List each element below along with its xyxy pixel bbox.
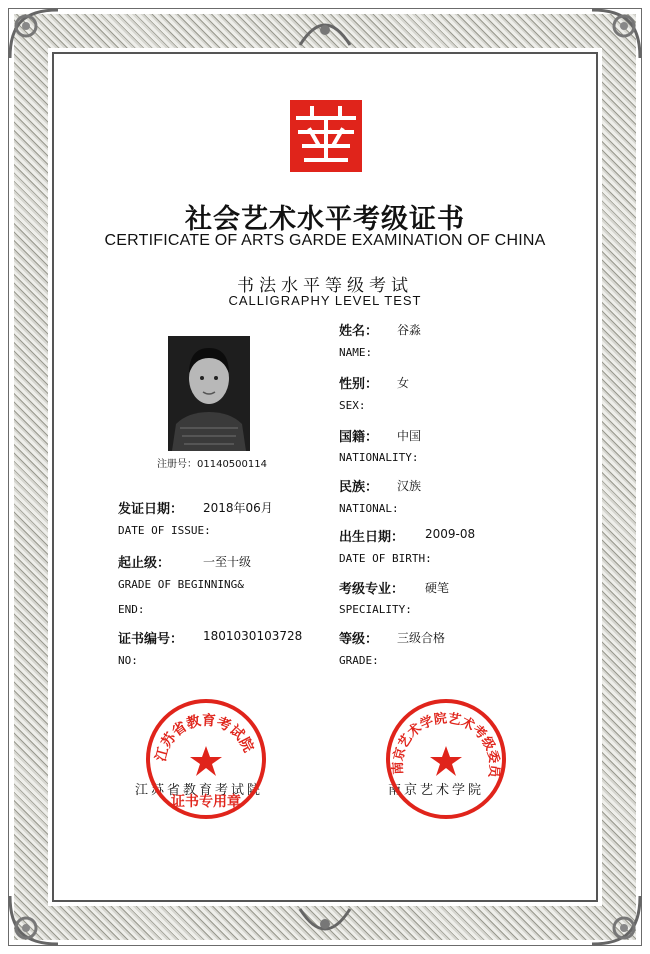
grade-range-label-en: GRADE OF BEGINNING& — [118, 578, 244, 591]
left-official-seal — [143, 696, 269, 822]
grade-label-cn: 等级： — [339, 632, 379, 647]
national-label-en: NATIONAL: — [339, 502, 399, 515]
national-label-cn: 民族： — [339, 480, 379, 495]
exam-subtitle-cn: 书法水平等级考试 — [237, 276, 413, 296]
certificate-inner-panel — [52, 52, 598, 902]
red-logo-seal — [290, 100, 362, 172]
sex-value: 女 — [397, 376, 410, 390]
national-value: 汉族 — [397, 479, 422, 493]
speciality-label-cn: 考级专业： — [339, 582, 405, 597]
grade-value: 三级合格 — [397, 631, 446, 645]
birth-date-label-cn: 出生日期： — [339, 530, 405, 545]
exam-subtitle-en: CALLIGRAPHY LEVEL TEST — [228, 293, 422, 308]
top-ornament — [295, 10, 355, 50]
svg-text:南京艺术学院艺术考级委员会: 南京艺术学院艺术考级委员 — [390, 711, 502, 779]
certificate-title-cn: 社会艺术水平考级证书 — [185, 204, 465, 235]
issue-date-label-cn: 发证日期： — [118, 502, 184, 517]
portrait-photo — [168, 336, 250, 451]
cert-no-label-en: NO: — [118, 654, 138, 667]
bottom-ornament — [295, 904, 355, 944]
issue-date-label-en: DATE OF ISSUE: — [118, 524, 211, 537]
grade-range-label-en-end: END: — [118, 603, 145, 616]
sex-label-cn: 性别： — [339, 377, 379, 392]
nationality-value: 中国 — [397, 429, 422, 443]
grade-range-label-cn: 起止级： — [118, 556, 171, 571]
sex-label-en: SEX: — [339, 399, 366, 412]
birth-date-value: 2009-08 — [425, 527, 476, 541]
right-issuer-name: 南京艺术学院 — [388, 783, 485, 798]
name-label-cn: 姓名： — [339, 324, 379, 339]
grade-range-value: 一至十级 — [203, 555, 252, 569]
birth-date-label-en: DATE OF BIRTH: — [339, 552, 432, 565]
name-value: 谷淼 — [397, 323, 422, 337]
speciality-value: 硬笔 — [425, 581, 450, 595]
nationality-label-cn: 国籍： — [339, 430, 379, 445]
speciality-label-en: SPECIALITY: — [339, 603, 412, 616]
registration-number: 注册号：01140500114 — [157, 459, 267, 470]
cert-no-value: 1801030103728 — [203, 629, 303, 643]
certificate-title-en: CERTIFICATE OF ARTS GARDE EXAMINATION OF CHINA — [104, 232, 546, 249]
issue-date-value: 2018年06月 — [203, 501, 273, 515]
right-official-seal — [383, 696, 509, 822]
grade-label-en: GRADE: — [339, 654, 379, 667]
name-label-en: NAME: — [339, 346, 373, 359]
svg-text:证书专用章: 证书专用章 — [171, 794, 241, 810]
cert-no-label-cn: 证书编号： — [118, 632, 184, 647]
svg-text:江苏省教育考试院: 江苏省教育考试院 — [153, 712, 257, 764]
nationality-label-en: NATIONALITY: — [339, 451, 419, 464]
left-issuer-name: 江苏省教育考试院 — [135, 783, 264, 798]
